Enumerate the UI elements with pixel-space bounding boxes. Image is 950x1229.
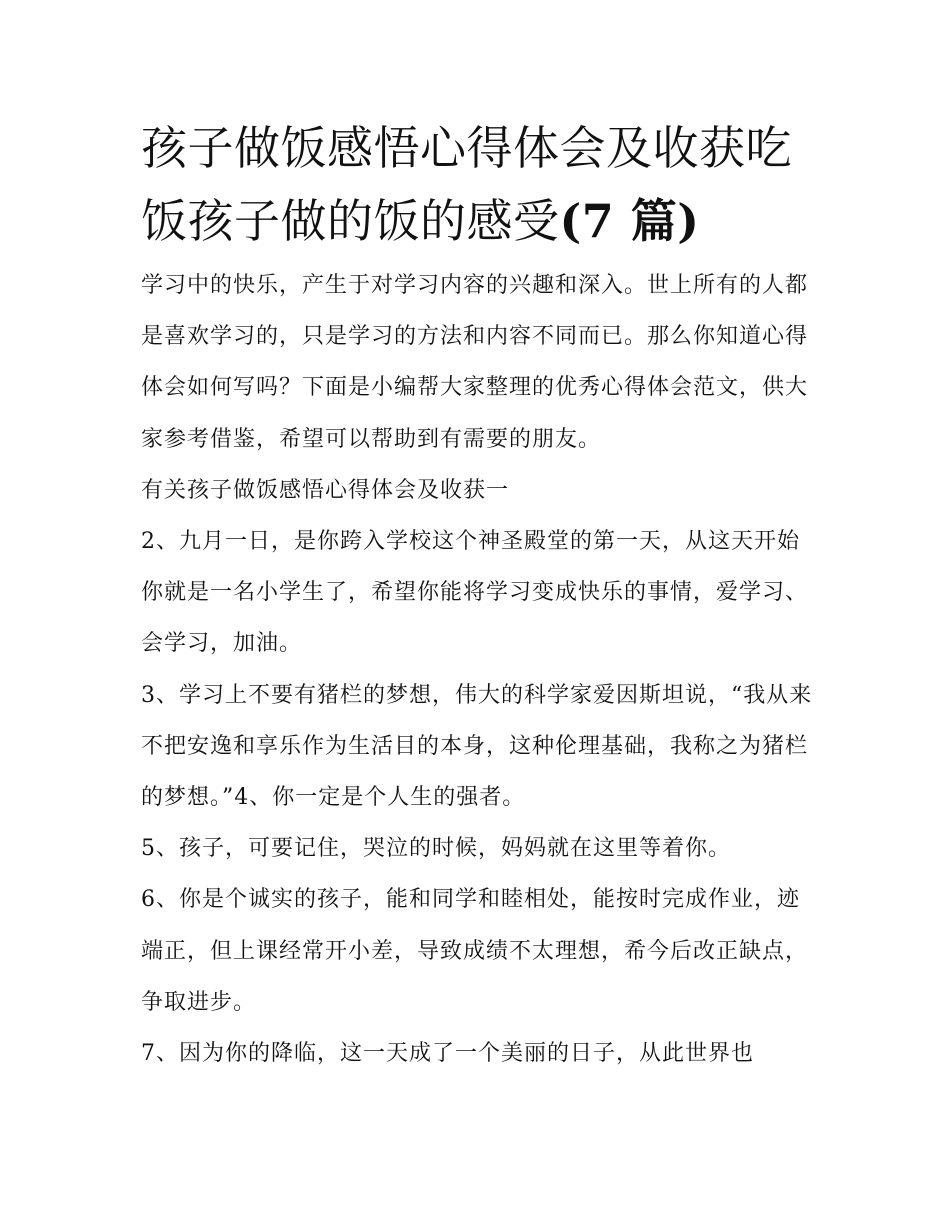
list-item-2: 2、九月一日，是你跨入学校这个神圣殿堂的第一天，从这天开始你就是一名小学生了，希望你能将学习变成快乐的事情，爱学习、会学习，加油。 [141, 529, 809, 657]
document-body [141, 260, 816, 1079]
title-suffix-text: (7 篇) [559, 194, 700, 248]
intro-paragraph: 学习中的快乐，产生于对学习内容的兴趣和深入。世上所有的人都是喜欢学习的，只是学习的方法和内容不同而已。那么你知道心得体会如何写吗？下面是小编帮大家整理的优秀心得体会范文，供大家参考借鉴，希望可以帮助到有需要的朋友。 [141, 273, 809, 452]
document-content [141, 112, 816, 1079]
title-main-text: 孩子做饭感悟心得体会及收获吃饭孩子做的饭的感受 [141, 121, 792, 248]
list-item-5: 5、孩子，可要记住，哭泣的时候，妈妈就在这里等着你。 [141, 836, 731, 862]
list-item-6: 6、你是个诚实的孩子，能和同学和睦相处，能按时完成作业，迹端正，但上课经常开小差，导致成绩不太理想，希今后改正缺点，争取进步。 [141, 887, 809, 1015]
list-item-7: 7、因为你的降临，这一天成了一个美丽的日子，从此世界也 [141, 1041, 754, 1067]
list-item-3: 3、学习上不要有猪栏的梦想，伟大的科学家爱因斯坦说，“我从来不把安逸和享乐作为生活目的本身，这种伦理基础，我称之为猪栏的梦想。”4、你一定是个人生的强者。 [141, 682, 813, 811]
document-title [141, 112, 816, 258]
section-heading: 有关孩子做饭感悟心得体会及收获一 [141, 477, 510, 503]
